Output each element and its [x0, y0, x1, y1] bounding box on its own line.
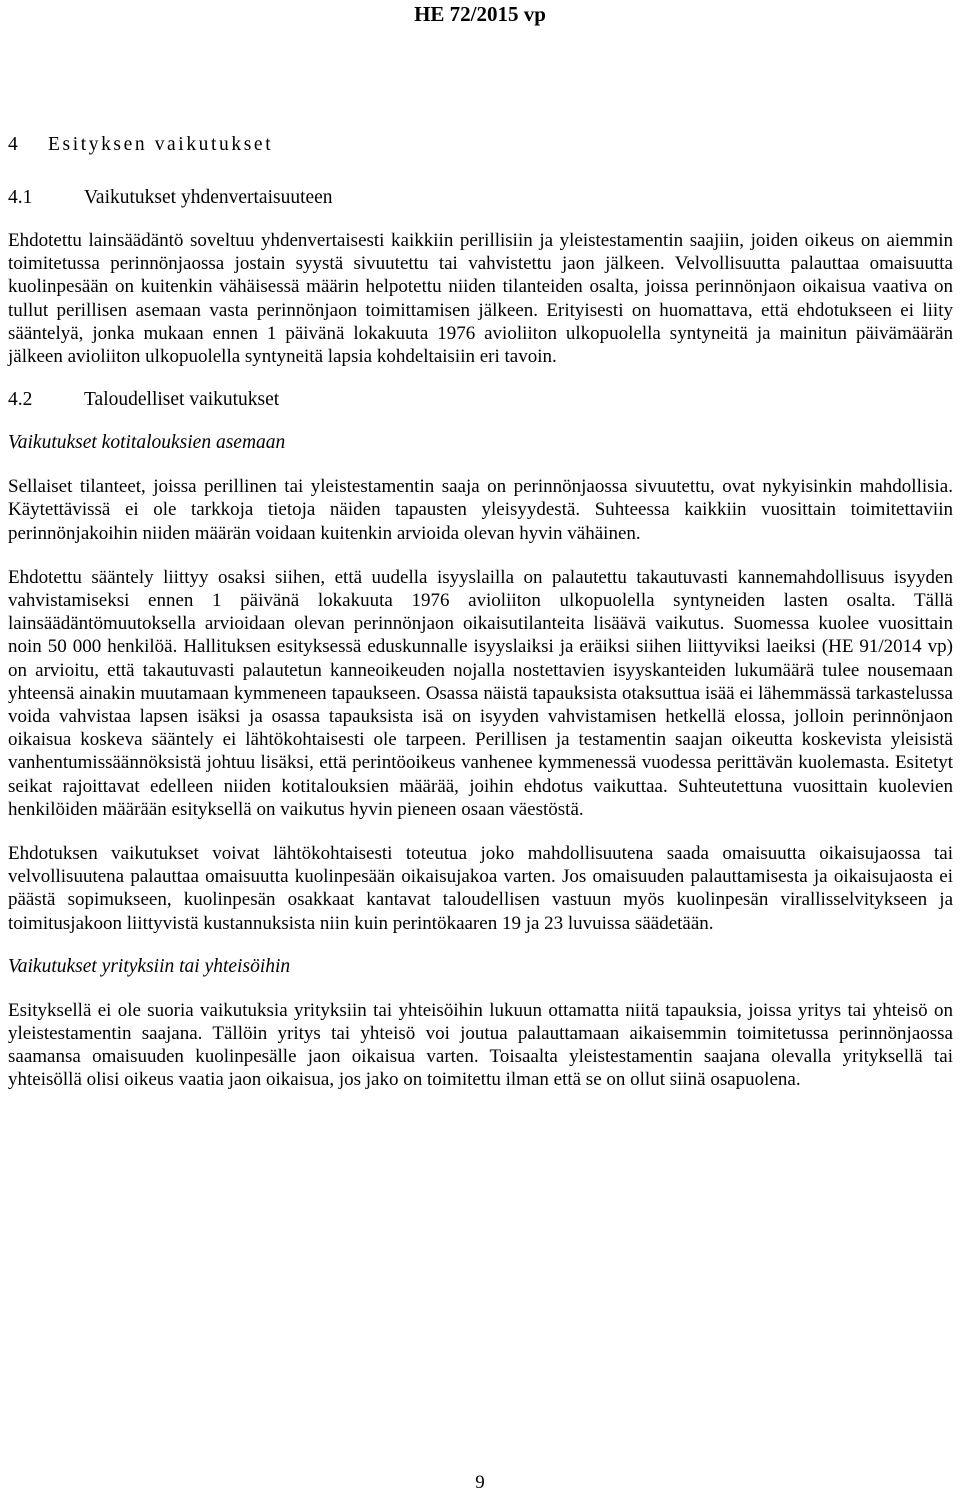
- paragraph-households-1: Sellaiset tilanteet, joissa perillinen tai yleistestamentin saaja on perinnönjaossa sivuutettu, ovat nykyisinkin mahdollisia. Käytettävissä ei ole tarkkoja tietoja näiden tapausten yleisyydestä. Suhteessa kaikkiin vuosittain toimitettaviin perinnönjakoihin niiden määrän voidaan kuitenkin arvioida olevan hyvin vähäinen.: [8, 476, 953, 544]
- paragraph-households-3: Ehdotuksen vaikutukset voivat lähtökohtaisesti toteutua joko mahdollisuutena saada omaisuutta oikaisujaossa tai velvollisuutena palauttaa omaisuutta kuolinpesään oikaisujakoa varten. Jos omaisuuden palauttamisesta ja oikaisujaosta ei päästä sopimukseen, kuolinpesän osakkaat kantavat taloudellisen vastuun myös kuolinpesän virallisselvitykseen ja toimitusjakoon liittyvistä kustannuksista niin kuin perintökaaren 19 ja 23 luvuissa säädetään.: [8, 843, 953, 934]
- paragraph-companies: Esityksellä ei ole suoria vaikutuksia yrityksiin tai yhteisöihin lukuun ottamatta niitä tapauksia, joissa yritys tai yhteisö on yleistestamentin saajana. Tällöin yritys tai yhteisö voi joutua palauttamaan aikaisemmin toimitetussa perinnönjaossa saamansa omaisuuden kuolinpesälle jaon oikaisua varten. Toisaalta yleistestamentin saajana olevalla yrityksellä tai yhteisöllä olisi oikeus vaatia jaon oikaisua, jos jako on toimitettu ilman että se on ollut siinä osapuolena.: [8, 999, 953, 1091]
- section-title: Esityksen vaikutukset: [48, 134, 274, 155]
- italic-heading-companies: Vaikutukset yrityksiin tai yhteisöihin: [8, 955, 291, 977]
- subsection-title: Vaikutukset yhdenvertaisuuteen: [84, 187, 333, 208]
- subsection-number: 4.2: [8, 389, 33, 411]
- paragraph-households-2: Ehdotettu sääntely liittyy osaksi siihen, että uudella isyyslailla on palautettu takautuvasti kannemahdollisuus isyyden vahvistamiseksi ennen 1 päivänä lokakuuta 1976 avioliiton ulkopuolella syntyneiden lasten osalta. Tällä lainsäädäntömuutoksella arvioidaan olevan perinnönjaon oikaisutilanteita lisäävä vaikutus. Suomessa kuolee vuosittain noin 50 000 henkilöä. Hallituksen esityksessä eduskunnalle isyyslaiksi ja eräiksi siihen liittyviksi laeiksi (HE 91/2014 vp) on arvioitu, että takautuvasti palautetun kanneoikeuden nojalla nostettavien isyyskanteiden lukumäärä tulee nousemaan yhteensä ainakin muutamaan kymmeneen tapaukseen. Osassa näistä tapauksista otaksuttua isää ei lähemmässä tarkastelussa voida vahvistaa lapsen isäksi ja osassa tapauksista isä on isyyden vahvistamisen hetkellä elossa, jolloin perinnönjaon oikaisua koskeva sääntely ei lähtökohtaisesti ole tarpeen. Perillisen ja testamentin saajan oikeutta koskevista yleisistä vanhentumissäännöksistä johtuu lisäksi, että perintöoikeus vanhenee kymmenessä vuodessa perittävän kuolemasta. Esitetyt seikat rajoittavat edelleen niiden kotitalouksien määrää, joihin ehdotus vaikuttaa. Suhteutettuna vuosittain kuolevien henkilöiden määrään esityksellä on vaikutus hyvin pieneen osaan väestöstä.: [8, 566, 953, 820]
- subsection-title: Taloudelliset vaikutukset: [84, 389, 280, 411]
- section-number: 4: [8, 134, 18, 155]
- italic-heading-households: Vaikutukset kotitalouksien asemaan: [8, 432, 286, 454]
- paragraph-equality: Ehdotettu lainsäädäntö soveltuu yhdenvertaisesti kaikkiin perillisiin ja yleistestamentin saajiin, joiden oikeus on aiemmin toimitetussa perinnönjaossa jostain syystä sivuutettu tai vahvistettu jaon jälkeen. Velvollisuutta palauttaa omaisuutta kuolinpesään on kuitenkin vähäisessä määrin helpotettu niiden tilanteiden osalta, joissa perinnönjaon oikaisua vaativa on tullut perillisen asemaan vasta perinnönjaon toimittamisen jälkeen. Erityisesti on huomattava, että ehdotukseen ei liity sääntelyä, jonka mukaan ennen 1 päivänä lokakuuta 1976 avioliiton ulkopuolella syntyneitä ja mainitun päivämäärän jälkeen avioliiton ulkopuolella syntyneitä lapsia kohdeltaisiin eri tavoin.: [8, 230, 953, 368]
- page-number: 9: [475, 1472, 485, 1493]
- subsection-heading-4-2: [8, 388, 953, 412]
- subsection-number: 4.1: [8, 187, 33, 208]
- document-body: [8, 133, 953, 1092]
- document-id-header: HE 72/2015 vp: [414, 2, 546, 26]
- subsection-heading-4-1: [8, 186, 953, 210]
- section-heading: [8, 133, 953, 157]
